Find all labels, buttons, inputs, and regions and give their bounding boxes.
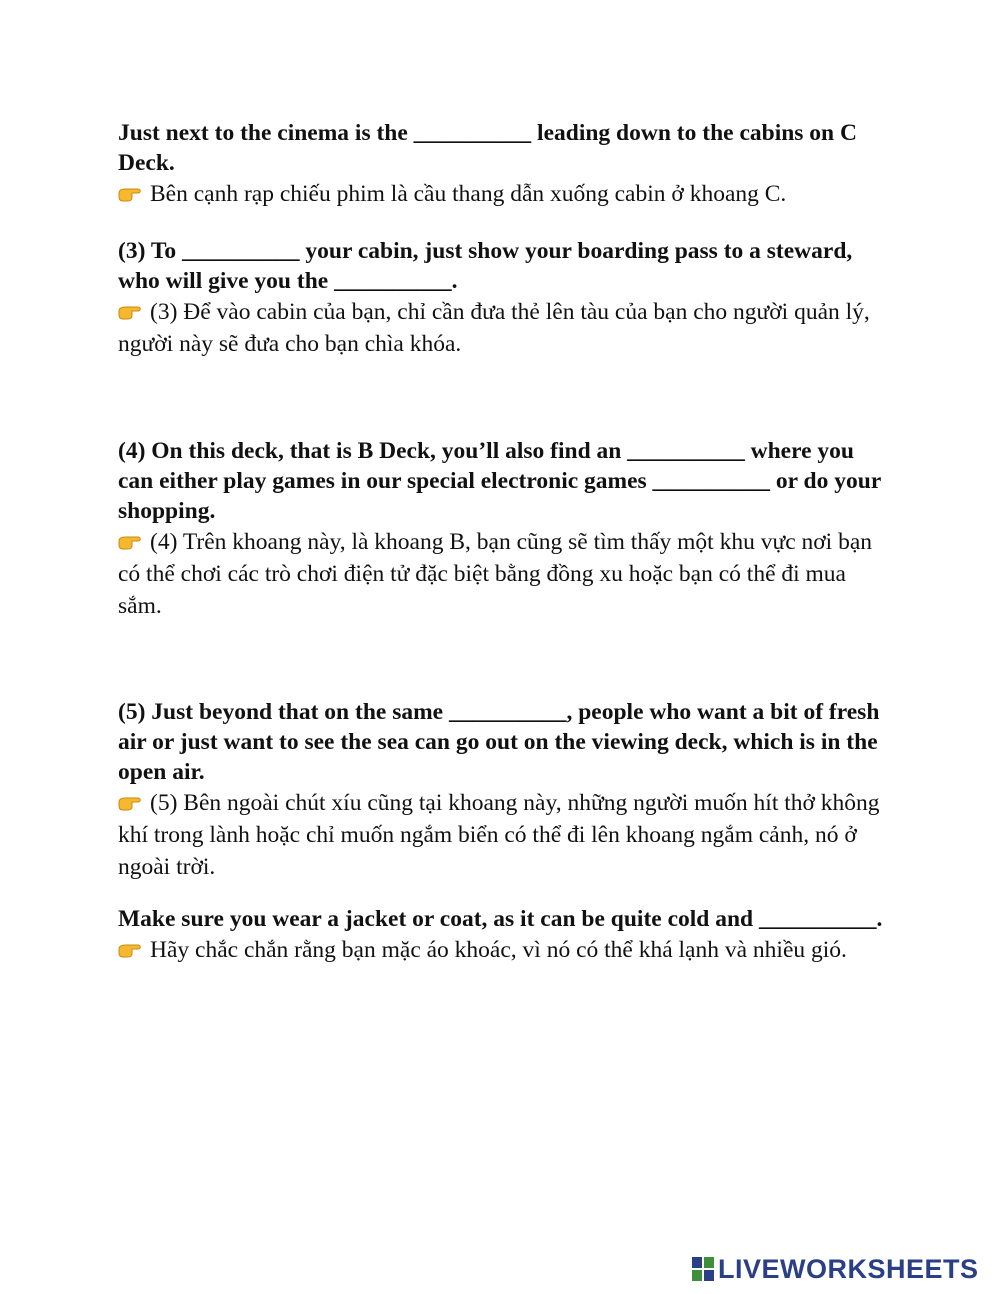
- section-2-english: (3) To __________ your cabin, just show your boarding pass to a steward, who will give you the __________.: [118, 238, 853, 294]
- section-5-english: Make sure you wear a jacket or coat, as it can be quite cold and __________.: [118, 906, 883, 932]
- section-5: [118, 904, 888, 966]
- pointing-hand-icon: [118, 186, 144, 202]
- section-5-vietnamese: [118, 934, 888, 966]
- section-2-vietnamese-text: (3) Để vào cabin của bạn, chỉ cần đưa thẻ lên tàu của bạn cho người quản lý, người này sẽ đưa cho bạn chìa khóa.: [118, 299, 870, 357]
- section-2: [118, 236, 888, 360]
- section-1: [118, 118, 888, 210]
- liveworksheets-logo-icon: [692, 1257, 714, 1281]
- logo-text: LIVEWORKSHEETS: [718, 1253, 979, 1284]
- section-5-vietnamese-text: Hãy chắc chắn rằng bạn mặc áo khoác, vì nó có thể khá lạnh và nhiều gió.: [150, 937, 847, 963]
- section-3-english: (4) On this deck, that is B Deck, you’ll also find an __________ where you can either play games in our special electronic games __________ or do your shopping.: [118, 438, 881, 524]
- section-1-english: Just next to the cinema is the __________ leading down to the cabins on C Deck.: [118, 120, 857, 176]
- liveworksheets-logo[interactable]: [692, 1254, 979, 1284]
- section-4-vietnamese-text: (5) Bên ngoài chút xíu cũng tại khoang này, những người muốn hít thở không khí trong lành hoặc chỉ muốn ngắm biển có thể đi lên khoang ngắm cảnh, nó ở ngoài trời.: [118, 790, 880, 880]
- section-3-vietnamese-text: (4) Trên khoang này, là khoang B, bạn cũng sẽ tìm thấy một khu vực nơi bạn có thể chơi các trò chơi điện tử đặc biệt bằng đồng xu hoặc bạn có thể đi mua sắm.: [118, 529, 873, 619]
- section-4: [118, 697, 888, 883]
- section-3: [118, 436, 888, 622]
- section-4-english: (5) Just beyond that on the same __________, people who want a bit of fresh air or just want to see the sea can go out on the viewing deck, which is in the open air.: [118, 699, 880, 785]
- pointing-hand-icon: [118, 534, 144, 550]
- section-1-vietnamese-text: Bên cạnh rạp chiếu phim là cầu thang dẫn xuống cabin ở khoang C.: [150, 181, 787, 207]
- section-4-vietnamese: [118, 787, 888, 883]
- pointing-hand-icon: [118, 795, 144, 811]
- section-1-vietnamese: [118, 178, 888, 210]
- section-2-vietnamese: [118, 296, 888, 360]
- pointing-hand-icon: [118, 304, 144, 320]
- pointing-hand-icon: [118, 942, 144, 958]
- section-3-vietnamese: [118, 526, 888, 622]
